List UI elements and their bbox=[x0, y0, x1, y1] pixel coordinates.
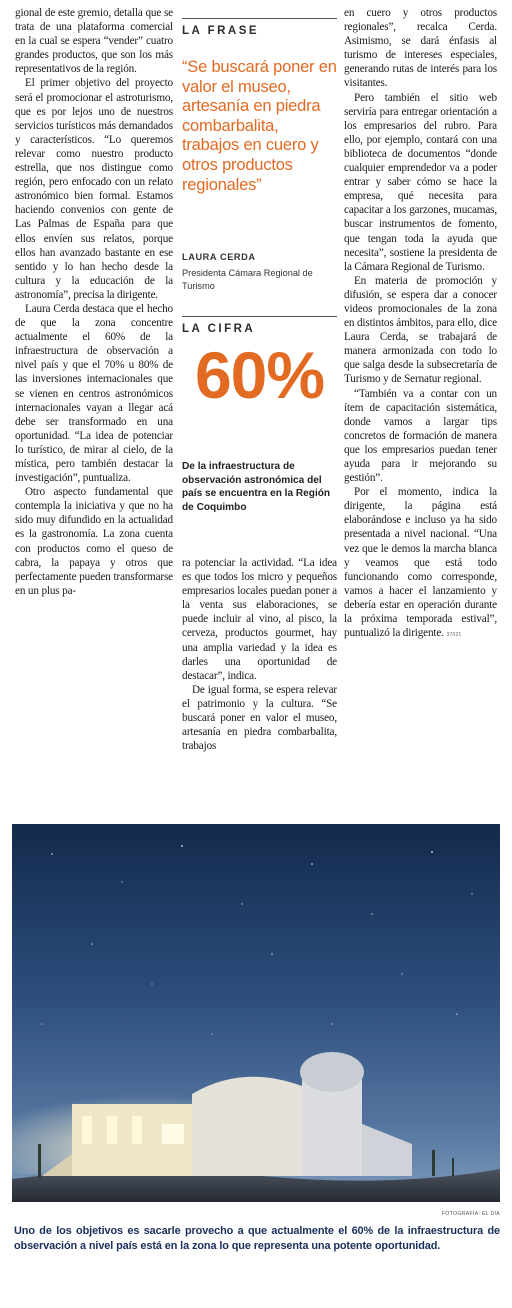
paragraph: ra potenciar la actividad. “La idea es que todos los micro y pequeños empresarios locales puedan poner a la venta sus elaboraciones, se puede incluir al vino, al pisco, la cerveza, productos gourmet, hay una amplia variedad y la idea es darles una oportunidad de destacar”, indica. bbox=[182, 557, 337, 682]
cifra-description: De la infraestructura de observación astronómica del país se encuentra en la Región de Coquimbo bbox=[182, 461, 331, 513]
paragraph: Pero también el sitio web serviría para entregar orientación a los empresarios del rubro. Para ello, por ejemplo, contará con una biblioteca de documentos “donde cualquier emprendedor va a poder entrar y saber cómo se hace la empresa, qué necesita para capacitar a los garzones, mucamas, buscar instrumentos de fomento, que tengan toda la ayuda que necesita”, sostiene la presidenta de la Cámara Regional de Turismo. bbox=[344, 91, 497, 273]
paragraph: gional de este gremio, detalla que se trata de una plataforma comercial en la cual se espera “vender” cuatro grandes productos, que son los más representativos de la región. bbox=[15, 7, 173, 76]
photo-credit: FOTOGRAFÍA: EL DÍA bbox=[441, 1211, 500, 1217]
cifra-value: 60% bbox=[194, 338, 325, 412]
paragraph: Laura Cerda destaca que el hecho de que la zona concentre actualmente el 60% de la infraestructura de observación a nivel país y que el 70% u 80% de las inversiones internacionales que se vienen en centros astronómicos internacionales vayan a llegar acá debe ser transformado en una oportunidad. “La idea de potenciar lo turístico, de mirar al cielo, de la mística, pero también destacar la investigación”, puntualiza. bbox=[15, 302, 173, 485]
paragraph: En materia de promoción y difusión, se espera dar a conocer videos promocionales de la zona en distintos ámbitos, para ello, dice Laura Cerda, se trabajará de manera armonizada con todo lo que salga desde la subsecretaría de Turismo y de Sernatur regional. bbox=[344, 274, 497, 386]
paragraph: “También va a contar con un ítem de capacitación sistemática, donde vamos a largar tips concretos de formación de manera que los empresarios puedan tener ayuda para ir mejorando su gestión”. bbox=[344, 387, 497, 485]
la-frase-header: LA FRASE bbox=[182, 18, 337, 37]
article-column-1 bbox=[15, 6, 173, 598]
photo-caption: Uno de los objetivos es sacarle provecho a que actualmente el 60% de la infraestructura de observación a nivel país está en la zona lo que representa una potente oportunidad. bbox=[14, 1225, 500, 1252]
paragraph: El primer objetivo del proyecto será el promocionar el astroturismo, que es por lejos uno de nuestros servicios turísticos más demandados y característicos. “Lo queremos relevar como nuestro producto estrella, que nos distingue como región, pero enfocado con un relato astronómico bien formal. Estamos haciendo convenios con gente de Las Palmas de España para que ellos envíen sus relatos, porque ellos han avanzado bastante en ese sentido y lo han hecho desde la cultura y la educación de la astronomía”, precisa la dirigente. bbox=[15, 77, 173, 301]
quote-author: LAURA CERDA bbox=[182, 252, 256, 262]
pull-quote: “Se buscará poner en valor el museo, artesanía en piedra combarbalita, trabajos en cuero y otros productos regionales” bbox=[182, 58, 337, 194]
la-cifra-header: LA CIFRA bbox=[182, 316, 337, 335]
article-column-3 bbox=[344, 6, 497, 642]
paragraph-text: Por el momento, indica la dirigente, la página está elaborándose e incluso ya ha sido presentada a nivel nacional. “Una vez que le demos la marcha blanca y veamos que está todo funcionando como corresponde, vamos a hacer el lanzamiento y debería estar en operación durante la próxima temporada estival”, puntualizó la dirigente. bbox=[344, 486, 497, 640]
article-signature: 37021 bbox=[446, 632, 462, 639]
observatory-photo bbox=[12, 824, 500, 1202]
paragraph: Otro aspecto fundamental que contempla la iniciativa y que no ha sido muy difundido en la actualidad es la gastronomía. La zona cuenta con productos como el queso de cabra, la papaya y otros que perfectamente pueden transformarse en un plus pa- bbox=[15, 486, 173, 597]
article-column-2 bbox=[182, 556, 337, 753]
paragraph: en cuero y otros productos regionales”, recalca Cerda. Asimismo, se dará énfasis al turismo de intereses especiales, generando rutas de interés para los visitantes. bbox=[344, 7, 497, 90]
paragraph bbox=[344, 485, 497, 642]
quote-author-role: Presidenta Cámara Regional de Turismo bbox=[182, 268, 313, 291]
paragraph: De igual forma, se espera relevar el patrimonio y la cultura. “Se buscará poner en valor el museo, artesanía en piedra combarbalita, trabajos bbox=[182, 683, 337, 753]
observatory-photo-icon bbox=[12, 824, 500, 1202]
